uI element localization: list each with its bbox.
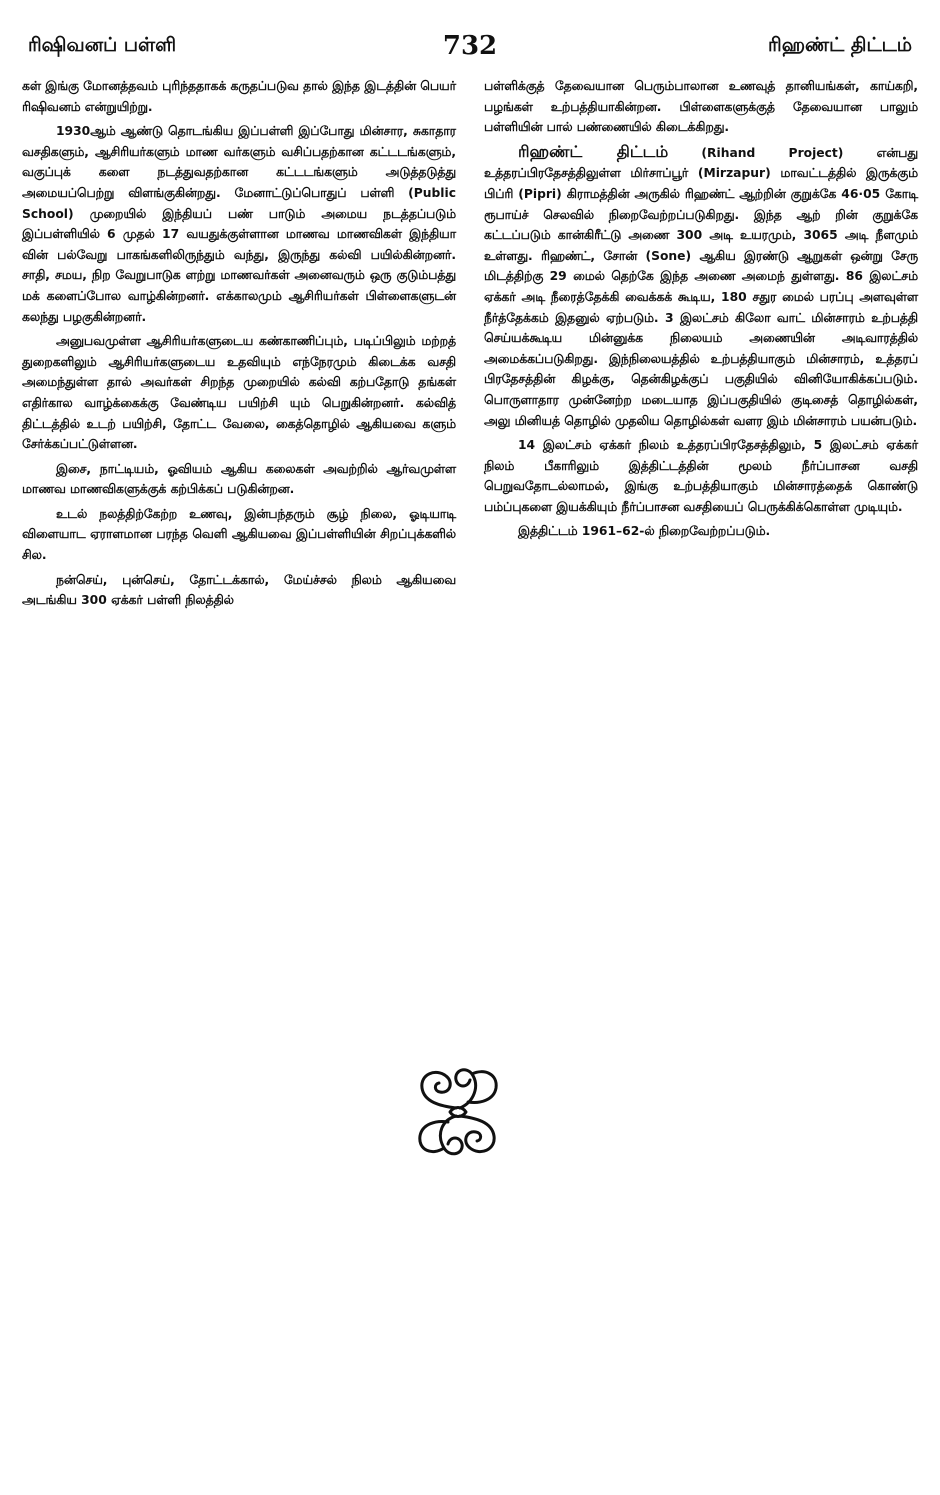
right-column bbox=[484, 76, 918, 615]
paragraph: நன்செய், புன்செய், தோட்டக்கால், மேய்ச்சல் நிலம் ஆகியவை அடங்கிய 300 ஏக்கர் பள்ளி நிலத்தில் bbox=[22, 572, 456, 608]
left-column bbox=[22, 76, 456, 615]
paragraph: இத்திட்டம் 1961–62-ல் நிறைவேற்றப்படும். bbox=[518, 524, 771, 539]
paragraph: 14 இலட்சம் ஏக்கர் நிலம் உத்தரப்பிரதேசத்திலும், 5 இலட்சம் ஏக்கர் நிலம் பீகாரிலும் இத்திட்டத்தின் மூலம் நீர்ப்பாசன வசதி பெறுவதோடல்லாமல், இங்கு உற்பத்தியாகும் மின்சாரத்தைக் கொண்டு பம்ப்புகளை இயக்கியும் நீர்ப்பாசன வசதியைப் பெருக்கிக்கொள்ள முடியும். bbox=[484, 438, 918, 514]
paragraph: அனுபவமுள்ள ஆசிரியர்களுடைய கண்காணிப்பும், படிப்பிலும் மற்றத் துறைகளிலும் ஆசிரியர்களுடைய உதவியும் எந்நேரமும் கிடைக்க வசதி அமைந்துள்ள தால் அவர்கள் சிறந்த முறையில் கல்வி கற்பதோடு தங்கள் எதிர்கால வாழ்க்கைக்கு வேண்டிய பயிற்சி யும் பெறுகின்றனர். கல்வித் திட்டத்தில் உடற் பயிற்சி, தோட்ட வேலை, கைத்தொழில் ஆகியவை களும் சேர்க்கப்பட்டுள்ளன. bbox=[22, 334, 456, 452]
text-columns bbox=[22, 76, 918, 615]
paragraph: 1930ஆம் ஆண்டு தொடங்கிய இப்பள்ளி இப்போது மின்சார, சுகாதார வசதிகளும், ஆசிரியர்களும் மாண வர்களும் வசிப்பதற்கான கட்டடங்களும், வகுப்புக் களை நடத்துவதற்கான கட்டடங்களும் அடுத்தடுத்து அமையப்பெற்று விளங்குகின்றது. மேனாட்டுப்பொதுப் பள்ளி (Public School) முறையில் இந்தியப் பண் பாடும் அமைய நடத்தப்படும் இப்பள்ளியில் 6 முதல் 17 வயதுக்குள்ளான மாணவ மாணவிகள் இந்தியா வின் பல்வேறு பாகங்களிலிருந்தும் வந்து, இருந்து கல்வி பயில்கின்றனர். சாதி, சமய, நிற வேறுபாடுக ளற்று மாணவர்கள் அனைவரும் ஒரு குடும்பத்து மக் களைப்போல வாழ்கின்றனர். எக்காலமும் ஆசிரியர்கள் பிள்ளைகளுடன் கலந்து பழகுகின்றனர். bbox=[22, 124, 456, 324]
entry-headword: ரிஹண்ட் திட்டம் bbox=[518, 141, 669, 161]
running-head bbox=[28, 26, 912, 66]
entry-text: (Rihand Project) என்பது உத்தரப்பிரதேசத்திலுள்ள மிர்சாப்பூர் (Mirzapur) மாவட்டத்தில் இருக்கும் பிப்ரி (Pipri) கிராமத்தின் அருகில் ரிஹண்ட் ஆற்றின் குறுக்கே 46·05 கோடி ரூபாய்ச் செலவில் நிறைவேற்றப்படுகிறது. இந்த ஆற் றின் குறுக்கே கட்டப்படும் கான்கிரீட்டு அணை 300 அடி உயரமும், 3065 அடி நீளமும் உள்ளது. ரிஹண்ட், சோன் (Sone) ஆகிய இரண்டு ஆறுகள் ஒன்று சேரு மிடத்திற்கு 29 மைல் தெற்கே இந்த அணை அமைந் துள்ளது. 86 இலட்சம் ஏக்கர் அடி நீரைத்தேக்கி வைக்கக் கூடிய, 180 சதுர மைல் பரப்பு அளவுள்ள நீர்த்தேக்கம் இதனுல் ஏற்படும். 3 இலட்சம் கிலோ வாட் மின்சாரம் உற்பத்தி செய்யக்கூடிய மின்னுக்க நிலையம் அணையின் அடிவாரத்தில் அமைக்கப்படுகிறது. இந்நிலையத்தில் உற்பத்தியாகும் மின்சாரம், உத்தரப் பிரதேசத்தின் கிழக்கு, தென்கிழக்குப் பகுதியில் வினியோகிக்கப்படும். பொருளாதார முன்னேற்ற மடையாத இப்பகுதியில் குடிசைத் தொழில்கள், அலு மினியத் தொழில் முதலிய தொழில்கள் வளர இம் மின்சாரம் பயன்படும். bbox=[484, 145, 918, 428]
running-head-right: ரிஹண்ட் திட்டம் bbox=[768, 33, 912, 56]
running-head-left: ரிஷிவனப் பள்ளி bbox=[28, 33, 177, 56]
entry-paragraph bbox=[484, 142, 918, 431]
page-number: 732 bbox=[442, 31, 498, 61]
paragraph: உடல் நலத்திற்கேற்ற உணவு, இன்பந்தரும் சூழ் நிலை, ஓடியாடி விளையாட ஏராளமான பரந்த வெளி ஆகியவை இப்பள்ளியின் சிறப்புக்களில் சில. bbox=[22, 506, 456, 563]
paragraph: கள் இங்கு மோனத்தவம் புரிந்ததாகக் கருதப்படுவ தால் இந்த இடத்தின் பெயர் ரிஷிவனம் என்றுயிற்று. bbox=[22, 79, 456, 114]
floral-ornament-icon bbox=[410, 1062, 506, 1162]
paragraph: இசை, நாட்டியம், ஓவியம் ஆகிய கலைகள் அவற்றில் ஆர்வமுள்ள மாணவ மாணவிகளுக்குக் கற்பிக்கப் படுகின்றன. bbox=[22, 461, 456, 497]
paragraph: பள்ளிக்குத் தேவையான பெரும்பாலான உணவுத் தானியங்கள், காய்கறி, பழங்கள் உற்பத்தியாகின்றன. பிள்ளைகளுக்குத் தேவையான பாலும் பள்ளியின் பால் பண்ணையில் கிடைக்கிறது. bbox=[484, 79, 918, 135]
